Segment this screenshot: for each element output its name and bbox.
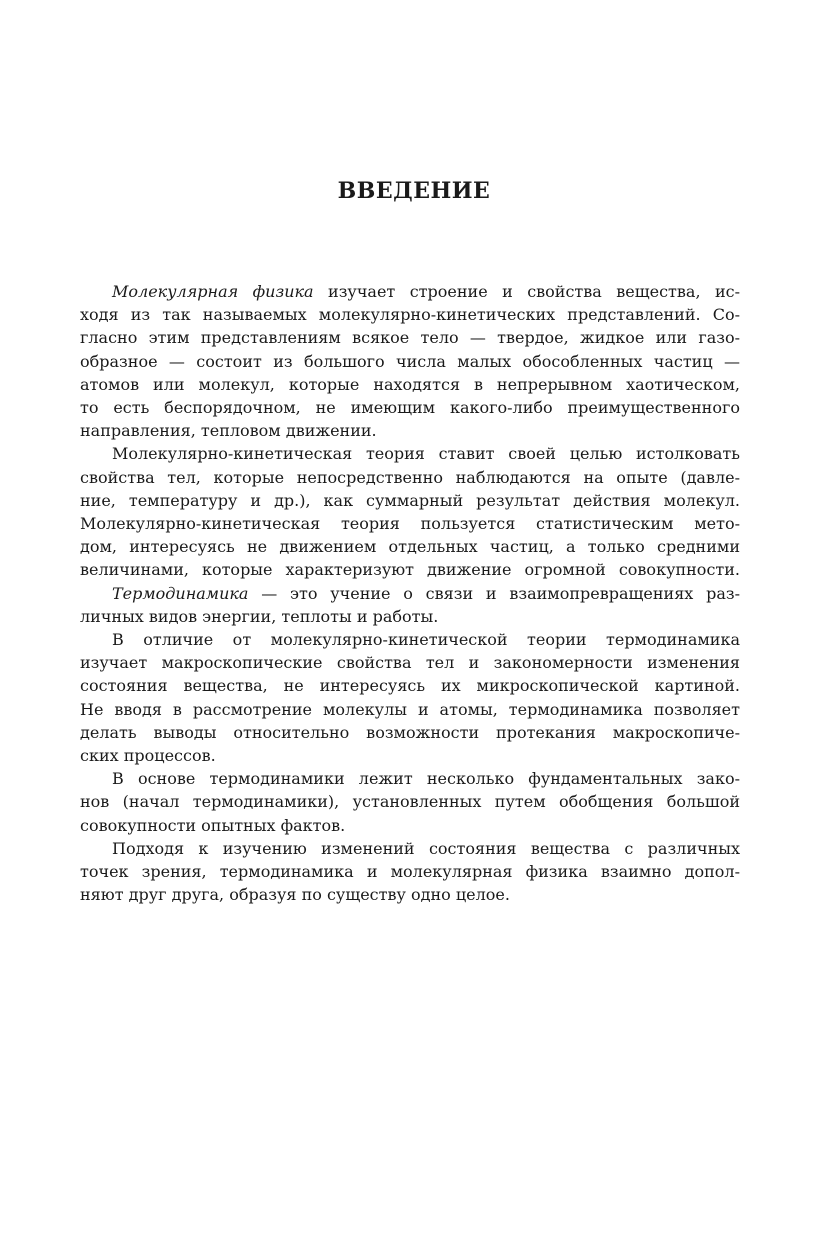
text-line: атомов или молекул, которые находятся в непрерывном хаотическом,: [80, 374, 740, 394]
text-line: личных видов энергии, теплоты и работы.: [80, 606, 439, 626]
text-line: точек зрения, термодинамика и молекулярная физика взаимно допол-: [80, 862, 740, 882]
text-line: ние, температуру и др.), как суммарный результат действия молекул.: [80, 490, 740, 510]
body-text: [80, 280, 740, 906]
term-molecular-physics: Молекулярная физика: [112, 282, 314, 301]
paragraph-laws: [80, 767, 740, 837]
text-line: дом, интересуясь не движением отдельных частиц, а только средними: [80, 537, 740, 557]
text-line: Молекулярно-кинетическая теория пользуется статистическим мето-: [80, 514, 740, 534]
text-line: величинами, которые характеризуют движение огромной совокупности.: [80, 560, 740, 580]
text-line: образное — состоит из большого числа малых обособленных частиц —: [80, 351, 740, 371]
text-line: В основе термодинамики лежит несколько фундаментальных зако-: [112, 769, 740, 789]
text-line: В отличие от молекулярно-кинетической теории термодинамика: [112, 630, 740, 650]
text-line: состояния вещества, не интересуясь их микроскопической картиной.: [80, 676, 740, 696]
text-line: нов (начал термодинамики), установленных путем обобщения большой: [80, 792, 740, 812]
line-text: — это учение о связи и взаимопревращениях раз-: [248, 583, 740, 603]
paragraph-difference: [80, 628, 740, 767]
text-line: ских процессов.: [80, 746, 216, 766]
line-text: изучает строение и свойства вещества, ис-: [313, 282, 740, 301]
text-line: Не вводя в рассмотрение молекулы и атомы, термодинамика позволяет: [80, 699, 740, 719]
paragraph-mkt-theory: [80, 442, 740, 581]
text-line: то есть беспорядочном, не имеющим какого-либо преимущественного: [80, 398, 740, 418]
text-line: Подходя к изучению изменений состояния вещества с различных: [112, 838, 740, 858]
paragraph-thermodynamics: [80, 582, 740, 628]
text-line: направления, тепловом движении.: [80, 421, 377, 441]
text-line: [80, 280, 740, 303]
text-line: гласно этим представлениям всякое тело — твердое, жидкое или газо-: [80, 328, 740, 348]
text-line: совокупности опытных фактов.: [80, 815, 346, 835]
paragraph-molecular-physics: [80, 280, 740, 442]
term-thermodynamics: Термодинамика: [112, 583, 249, 603]
text-line: няют друг друга, образуя по существу одно целое.: [80, 885, 510, 905]
text-line: Молекулярно-кинетическая теория ставит своей целью истолковать: [112, 444, 740, 464]
page-title: ВВЕДЕНИЕ: [337, 178, 491, 204]
text-line: изучает макроскопические свойства тел и закономерности изменения: [80, 653, 740, 673]
paragraph-conclusion: [80, 837, 740, 907]
text-line: делать выводы относительно возможности протекания макроскопиче-: [80, 722, 740, 742]
text-line: свойства тел, которые непосредственно наблюдаются на опыте (давле-: [80, 467, 740, 487]
text-line: ходя из так называемых молекулярно-кинетических представлений. Со-: [80, 305, 740, 325]
text-line: [80, 582, 740, 605]
